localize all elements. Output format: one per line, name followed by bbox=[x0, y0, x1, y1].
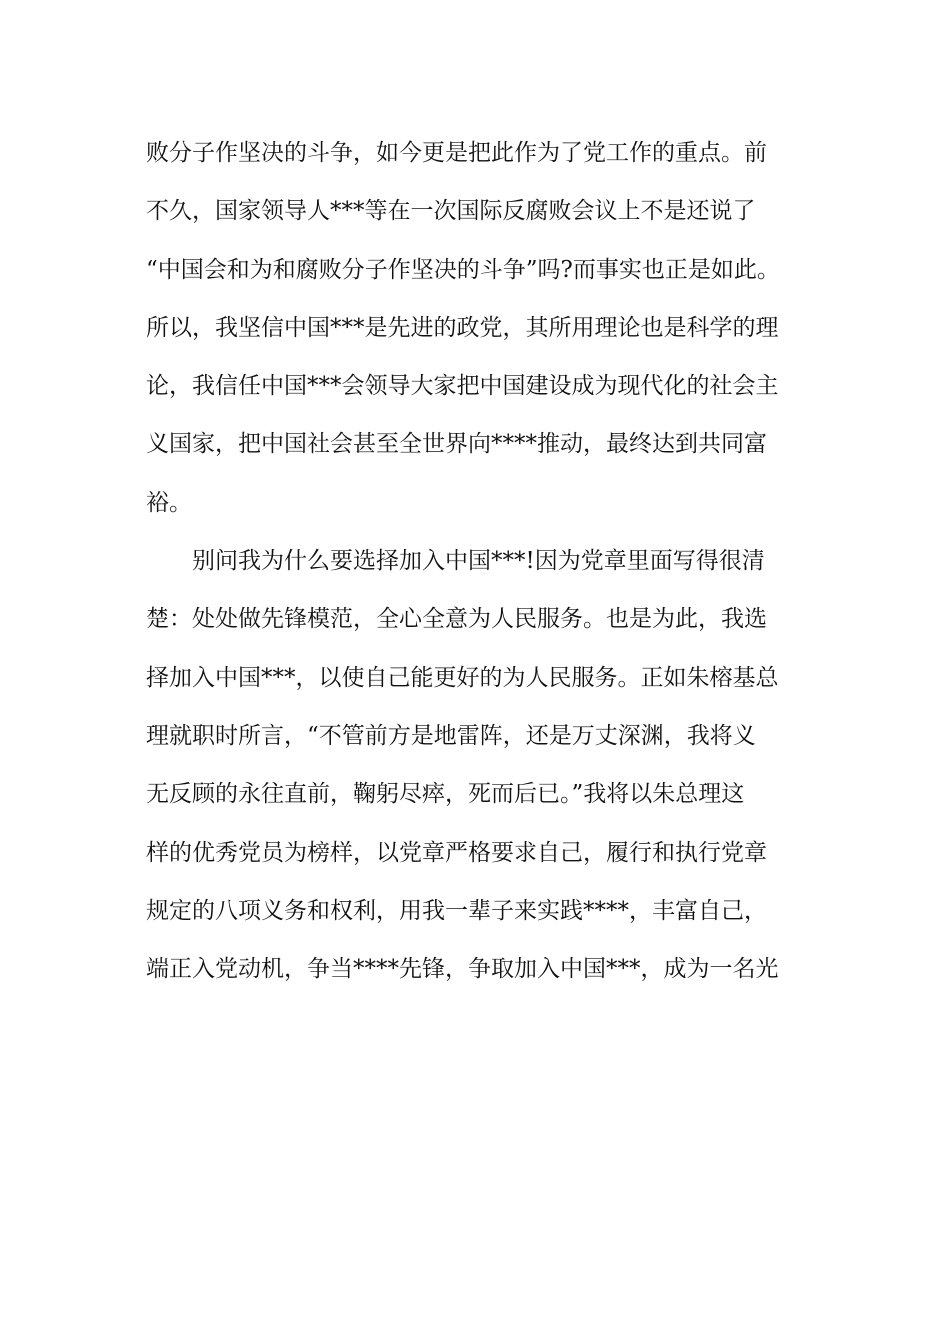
text-line: 择加入中国***，以使自己能更好的为人民服务。正如朱榕基总 bbox=[146, 664, 779, 691]
text-line: 样的优秀党员为榜样，以党章严格要求自己，履行和执行党章 bbox=[146, 839, 767, 866]
paragraph-start-line: 别问我为什么要选择加入中国***!因为党章里面写得很清 bbox=[192, 548, 765, 575]
text-line: 所以，我坚信中国***是先进的政党，其所用理论也是科学的理 bbox=[146, 314, 779, 341]
text-line: 规定的八项义务和权利，用我一辈子来实践****，丰富自己， bbox=[146, 897, 767, 924]
text-line: 败分子作坚决的斗争，如今更是把此作为了党工作的重点。前 bbox=[146, 140, 767, 166]
text-line: 裕。 bbox=[146, 489, 192, 516]
text-line: 不久，国家领导人***等在一次国际反腐败会议上不是还说了 bbox=[146, 198, 756, 225]
text-line: 义国家，把中国社会甚至全世界向****推动，最终达到共同富 bbox=[146, 431, 767, 458]
text-line: “中国会和为和腐败分子作坚决的斗争”吗?而事实也正是如此。 bbox=[146, 256, 780, 283]
body-text bbox=[146, 128, 836, 1002]
text-line: 理就职时所言，“不管前方是地雷阵，还是万丈深渊，我将义 bbox=[146, 722, 756, 749]
text-line: 楚：处处做先锋模范，全心全意为人民服务。也是为此，我选 bbox=[146, 606, 767, 633]
text-line: 论，我信任中国***会领导大家把中国建设成为现代化的社会主 bbox=[146, 373, 779, 400]
text-line: 无反顾的永往直前，鞠躬尽瘁，死而后已。”我将以朱总理这 bbox=[146, 781, 745, 808]
text-line: 端正入党动机，争当****先锋，争取加入中国***，成为一名光 bbox=[146, 956, 779, 983]
